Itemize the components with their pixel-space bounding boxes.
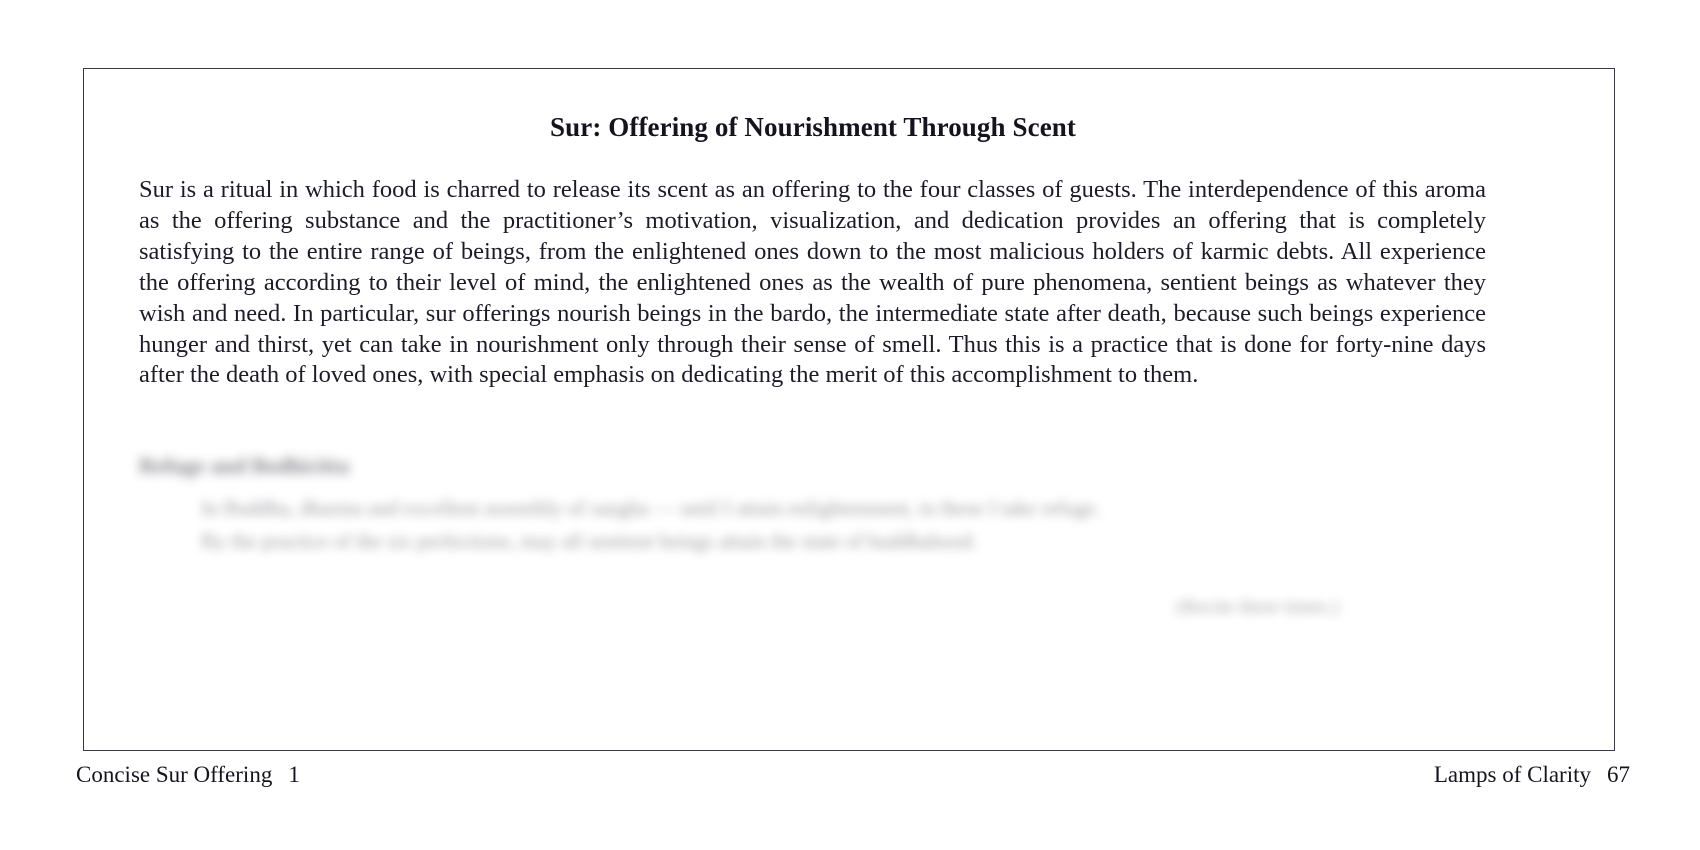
redacted-attribution: (Recite three times.) (1176, 596, 1339, 618)
footer-left-running-head: Concise Sur Offering (76, 762, 273, 787)
footer-right-group (1434, 762, 1630, 788)
page-content-area (139, 69, 1487, 750)
footer-left-group (76, 762, 300, 788)
page-footer (0, 762, 1700, 808)
section-title: Sur: Offering of Nourishment Through Scent (550, 112, 1076, 142)
redacted-verse-line-2: By the practice of the six perfections, may all sentient beings attain the state of buddhahood. (201, 529, 978, 553)
footer-left-folio: 1 (288, 762, 300, 787)
page-frame-border (83, 68, 1615, 751)
redacted-heading: Refuge and Bodhicitta (139, 453, 350, 478)
footer-right-running-head: Lamps of Clarity (1433, 762, 1591, 787)
redacted-section (139, 451, 1487, 622)
redacted-verse-line-1: In Buddha, dharma and excellent assembly of sangha — until I attain enlightenment, in these I take refuge. (201, 496, 1101, 520)
body-paragraph: Sur is a ritual in which food is charred to release its scent as an offering to the four classes of guests. The interdependence of this aroma as the offering substance and the practitioner’s motivation, visualization, and dedication provides an offering that is completely satisfying to the entire range of beings, from the enlightened ones down to the most malicious holders of karmic debts. All experience the offering according to their level of mind, the enlightened ones as the wealth of pure phenomena, sentient beings as whatever they wish and need. In particular, sur offerings nourish beings in the bardo, the intermediate state after death, because such beings experience hunger and thirst, yet can take in nourishment only through their sense of smell. Thus this is a practice that is done for forty-nine days after the death of loved ones, with special emphasis on dedicating the merit of this accomplishment to them. (139, 176, 1486, 389)
footer-right-folio: 67 (1607, 762, 1630, 787)
